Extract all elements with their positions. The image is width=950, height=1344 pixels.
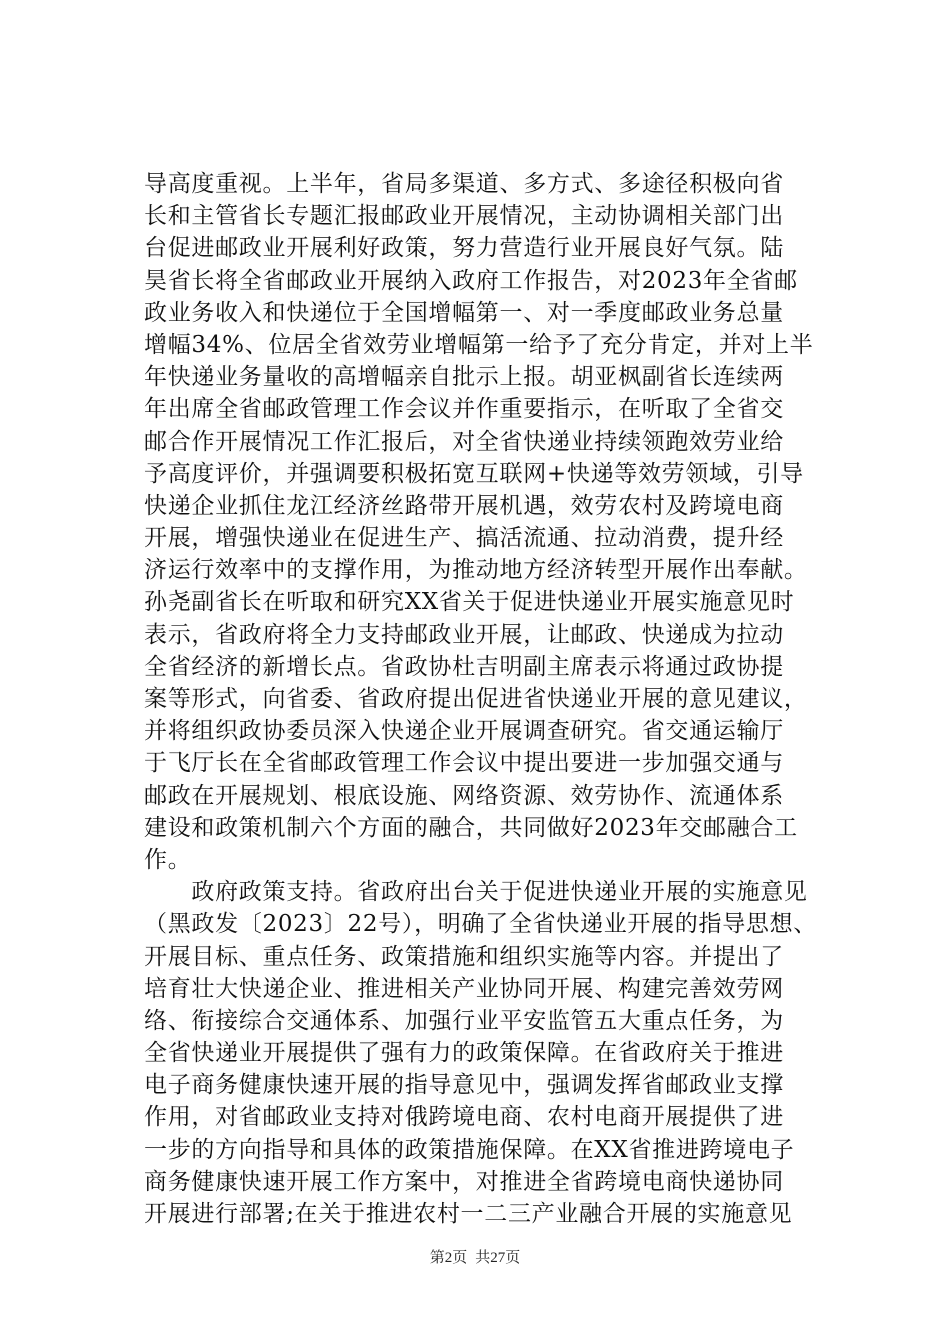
text-line: 增幅34%、位居全省效劳业增幅第一给予了充分肯定，并对上半 bbox=[144, 331, 814, 358]
text-line: 开展目标、重点任务、政策措施和组织实施等内容。并提出了 bbox=[144, 943, 784, 970]
text-line: 开展进行部署;在关于推进农村一二三产业融合开展的实施意见 bbox=[144, 1201, 793, 1227]
text-line: 培育壮大快递企业、推进相关产业协同开展、构建完善效劳网 bbox=[144, 975, 784, 1002]
text-line: 开展，增强快递业在促进生产、搞活流通、拉动消费，提升经 bbox=[144, 525, 784, 552]
text-line: 年快递业务量收的高增幅亲自批示上报。胡亚枫副省长连续两 bbox=[144, 364, 784, 391]
text-line: 昊省长将全省邮政业开展纳入政府工作报告，对2023年全省邮 bbox=[144, 267, 798, 294]
text-line: 邮政在开展规划、根底设施、网络资源、效劳协作、流通体系 bbox=[144, 782, 784, 809]
body-text bbox=[144, 168, 824, 1230]
text-line: 于飞厅长在全省邮政管理工作会议中提出要进一步加强交通与 bbox=[144, 750, 784, 777]
text-line: 商务健康快速开展工作方案中，对推进全省跨境电商快递协同 bbox=[144, 1168, 784, 1195]
text-line: 建设和政策机制六个方面的融合，共同做好2023年交邮融合工 bbox=[144, 814, 798, 841]
text-line: 案等形式，向省委、省政府提出促进省快递业开展的意见建议， bbox=[144, 686, 808, 712]
page-footer bbox=[0, 1246, 950, 1267]
text-line: 一步的方向指导和具体的政策措施保障。在XX省推进跨境电子 bbox=[144, 1136, 795, 1163]
text-line: （黑政发〔2023〕22号），明确了全省快递业开展的指导思想、 bbox=[144, 911, 817, 938]
text-line: 济运行效率中的支撑作用，为推动地方经济转型开展作出奉献。 bbox=[144, 557, 808, 584]
text-line: 全省快递业开展提供了强有力的政策保障。在省政府关于推进 bbox=[144, 1040, 784, 1067]
text-line: 作用，对省邮政业支持对俄跨境电商、农村电商开展提供了进 bbox=[144, 1104, 784, 1131]
text-line: 年出席全省邮政管理工作会议并作重要指示，在听取了全省交 bbox=[144, 396, 784, 423]
text-line: 电子商务健康快速开展的指导意见中，强调发挥省邮政业支撑 bbox=[144, 1072, 784, 1099]
text-line: 邮合作开展情况工作汇报后，对全省快递业持续领跑效劳业给 bbox=[144, 428, 784, 455]
text-line: 全省经济的新增长点。省政协杜吉明副主席表示将通过政协提 bbox=[144, 653, 784, 680]
text-line: 作。 bbox=[144, 846, 192, 873]
text-line: 导高度重视。上半年，省局多渠道、多方式、多途径积极向省 bbox=[144, 171, 784, 197]
text-line: 络、衔接综合交通体系、加强行业平安监管五大重点任务，为 bbox=[144, 1007, 784, 1034]
page-total: 共27页 bbox=[475, 1250, 521, 1266]
text-line: 政业务收入和快递位于全国增幅第一、对一季度邮政业务总量 bbox=[144, 299, 784, 326]
text-line: 台促进邮政业开展利好政策，努力营造行业开展良好气氛。陆 bbox=[144, 235, 784, 262]
text-line: 快递企业抓住龙江经济丝路带开展机遇，效劳农村及跨境电商 bbox=[144, 492, 784, 519]
text-line: 并将组织政协委员深入快递企业开展调查研究。省交通运输厅 bbox=[144, 718, 784, 745]
page-number: 第2页 bbox=[429, 1250, 468, 1266]
text-line: 予高度评价，并强调要积极拓宽互联网+快递等效劳领域，引导 bbox=[144, 460, 804, 487]
text-line: 表示，省政府将全力支持邮政业开展，让邮政、快递成为拉动 bbox=[144, 621, 784, 648]
text-line: 政府政策支持。省政府出台关于促进快递业开展的实施意见 bbox=[144, 879, 808, 906]
text-line: 长和主管省长专题汇报邮政业开展情况，主动协调相关部门出 bbox=[144, 203, 784, 230]
text-line: 孙尧副省长在听取和研究XX省关于促进快递业开展实施意见时 bbox=[144, 589, 795, 616]
